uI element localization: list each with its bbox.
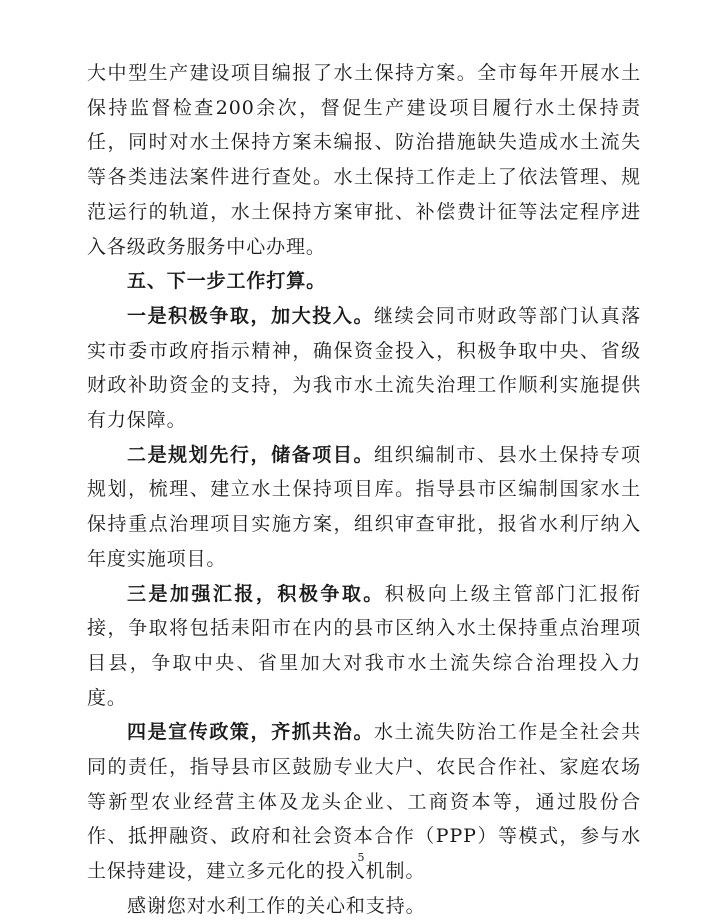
paragraph-item-1 bbox=[87, 299, 641, 438]
closing-paragraph bbox=[87, 889, 641, 924]
paragraph-text: 感谢您对水利工作的关心和支持。 bbox=[127, 894, 426, 917]
paragraph-text: 水土流失防治工作是全社会共同的责任，指导县市区鼓励专业大户、农民合作社、家庭农场等新型农业经营主体及龙头企业、工商资本等，通过股份合作、抵押融资、政府和社会资本合作（PPP）等模式，参与水土保持建设，建立多元化的投入机制。 bbox=[87, 721, 641, 883]
paragraph-lead: 二是规划先行，储备项目。 bbox=[127, 443, 375, 466]
paragraph-lead: 四是宣传政策，齐抓共治。 bbox=[127, 721, 375, 744]
paragraph-text: 组织编制市、县水土保持专项规划，梳理、建立水土保持项目库。指导县市区编制国家水土保持重点治理项目实施方案，组织审查审批，报省水利厅纳入年度实施项目。 bbox=[87, 443, 641, 570]
section-heading bbox=[87, 264, 641, 299]
section-heading-text: 五、下一步工作打算。 bbox=[127, 270, 327, 293]
paragraph-item-3 bbox=[87, 577, 641, 716]
document-body bbox=[87, 56, 641, 924]
paragraph-text: 大中型生产建设项目编报了水土保持方案。全市每年开展水土保持监督检查200余次，督促生产建设项目履行水土保持责任，同时对水土保持方案未编报、防治措施缺失造成水土流失等各类违法案件进行查处。水土保持工作走上了依法管理、规范运行的轨道，水土保持方案审批、补偿费计征等法定程序进入各级政务服务中心办理。 bbox=[87, 62, 641, 258]
paragraph-lead: 三是加强汇报，积极争取。 bbox=[127, 582, 385, 605]
paragraph-text: 积极向上级主管部门汇报衔接，争取将包括耒阳市在内的县市区纳入水土保持重点治理项目县，争取中央、省里加大对我市水土流失综合治理投入力度。 bbox=[87, 582, 641, 709]
page-number: 5 bbox=[357, 851, 365, 864]
paragraph-lead: 一是积极争取，加大投入。 bbox=[127, 304, 375, 327]
paragraph-text: 继续会同市财政等部门认真落实市委市政府指示精神，确保资金投入，积极争取中央、省级财政补助资金的支持，为我市水土流失治理工作顺利实施提供有力保障。 bbox=[87, 304, 641, 432]
paragraph-continuation bbox=[87, 56, 641, 264]
paragraph-item-2 bbox=[87, 438, 641, 577]
